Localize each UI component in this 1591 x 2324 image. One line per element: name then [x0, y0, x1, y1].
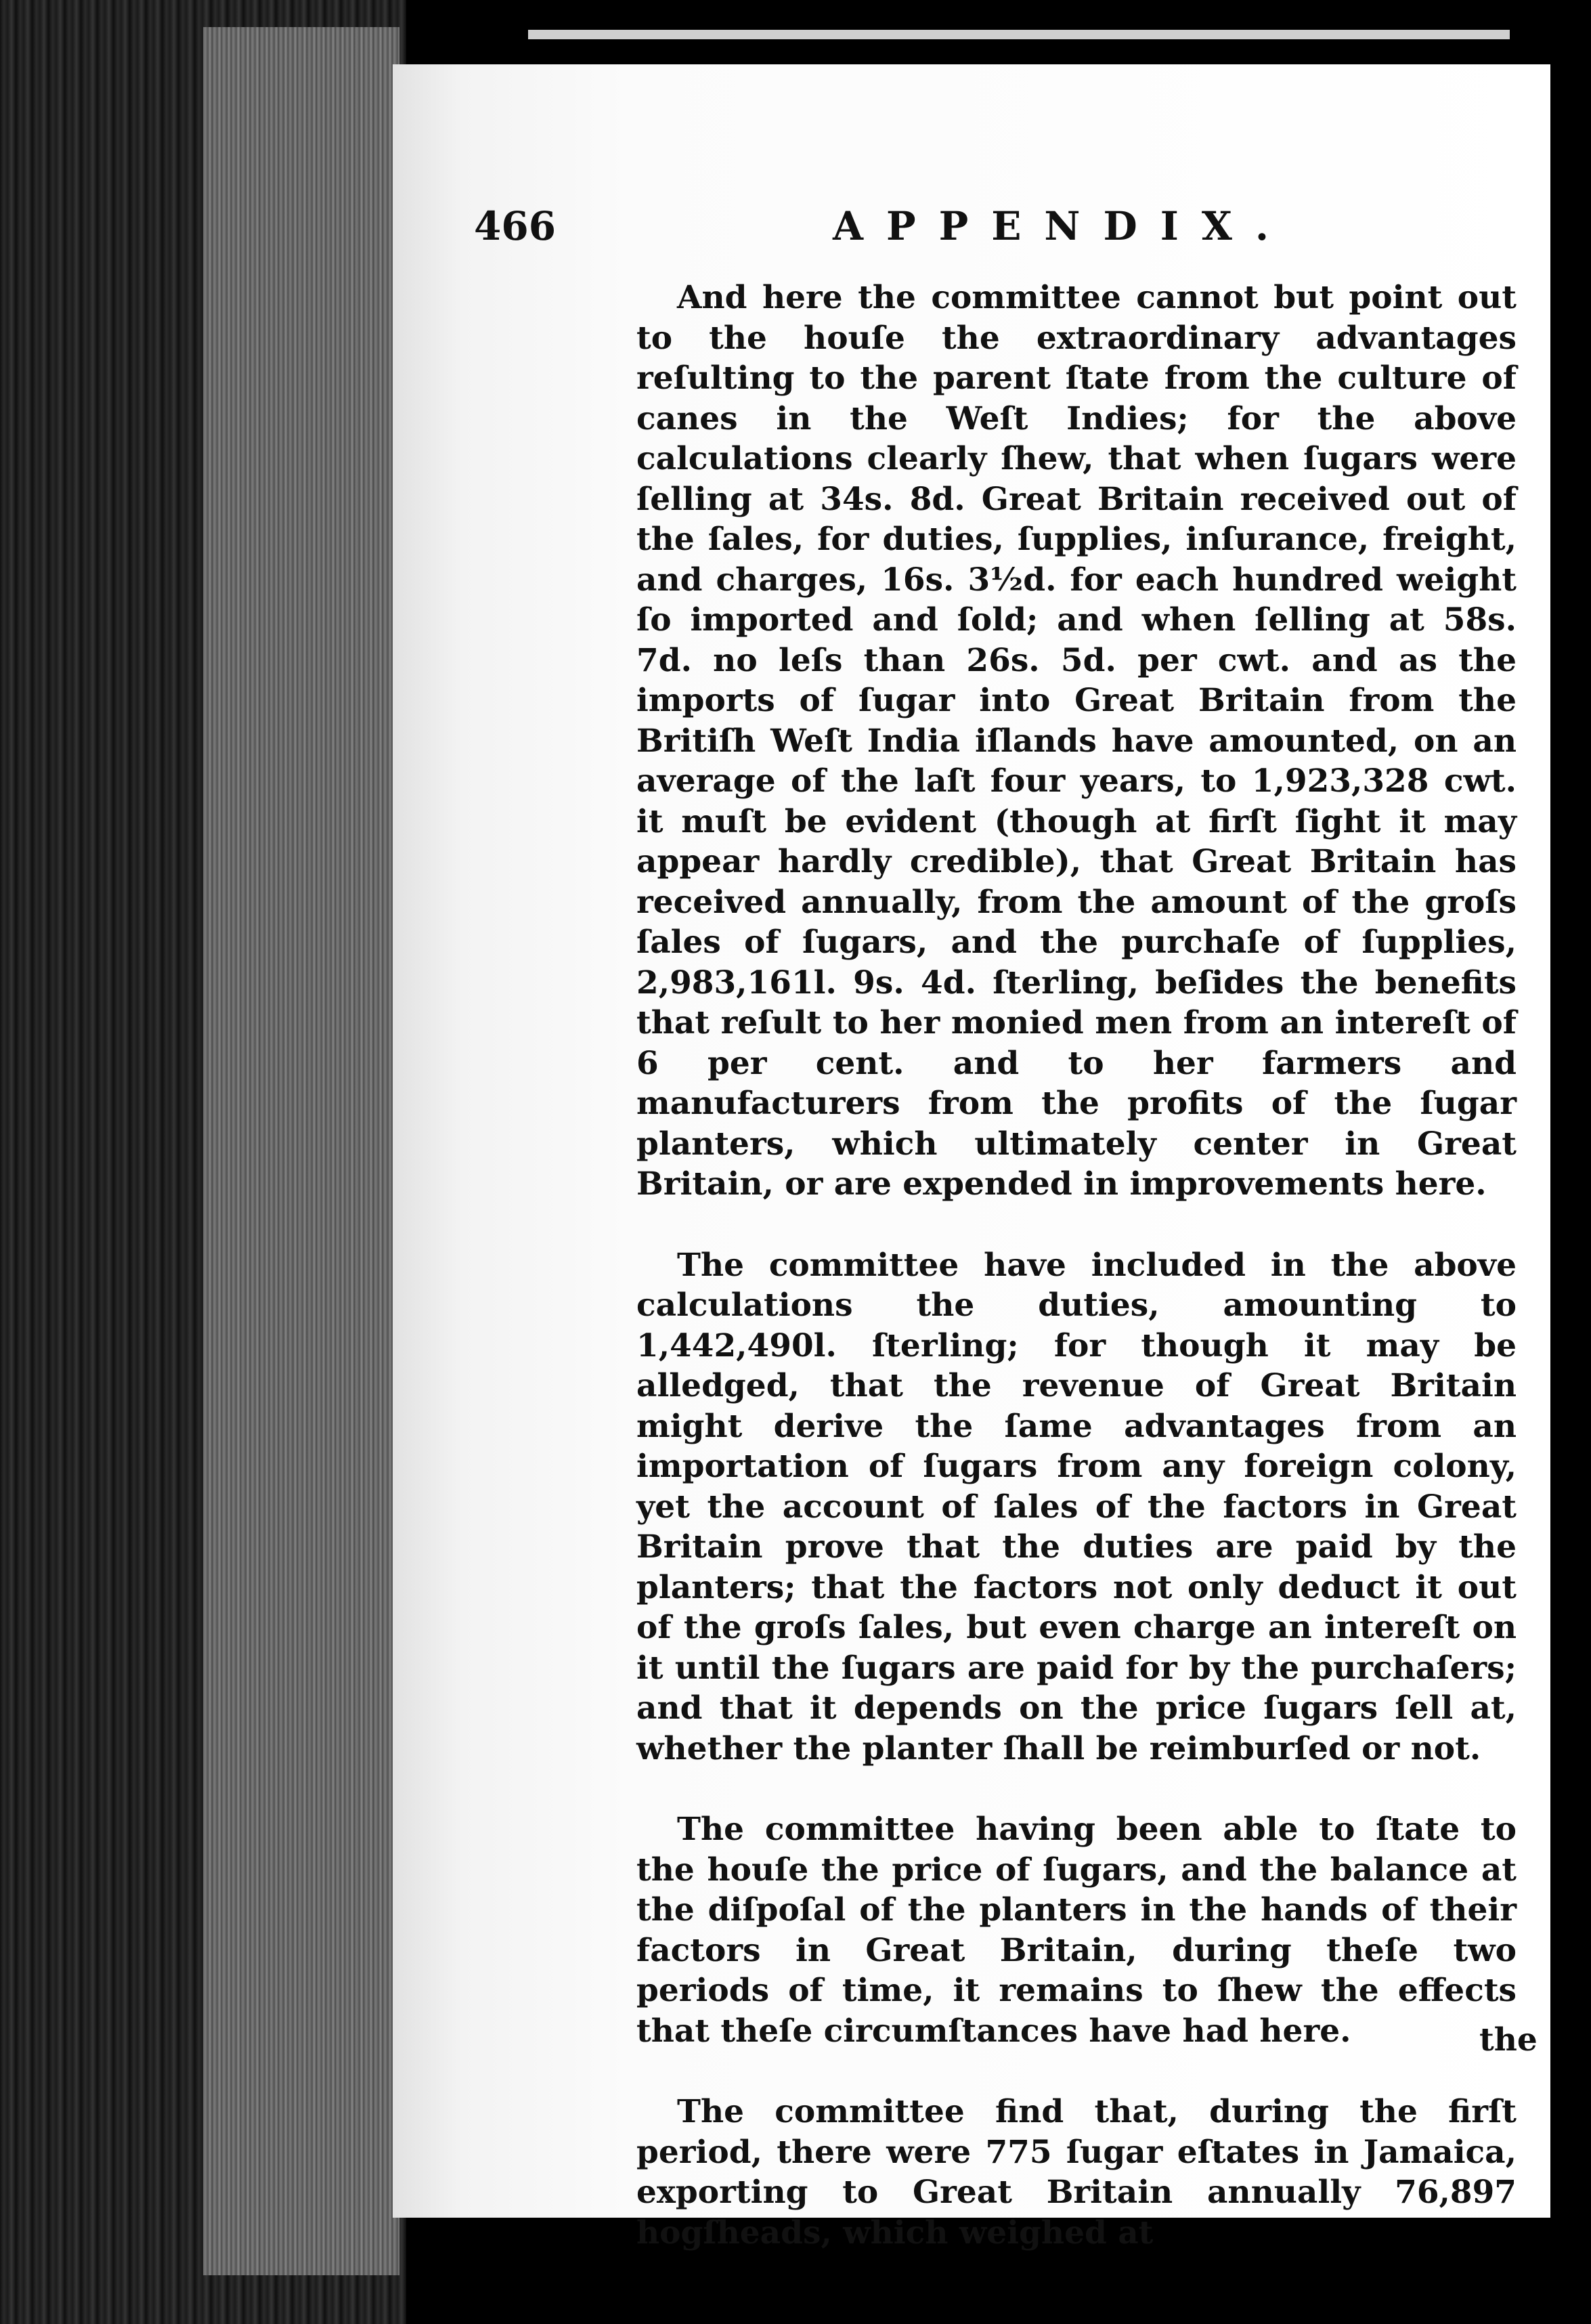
- paragraph-1: And here the committee cannot but point out to the houſe the extraordinary advantages reſulting to the parent ſtate from the culture of canes in the Weſt Indies; for the above calculations clearly ſhew, that when ſugars were ſelling at 34s. 8d. Great Britain received out of the ſales, for duties, ſupplies, inſurance, freight, and charges, 16s. 3½d. for each hundred weight ſo imported and ſold; and when ſelling at 58s. 7d. no leſs than 26s. 5d. per cwt. and as the imports of ſugar into Great Britain from the Britiſh Weſt India iſlands have amounted, on an average of the laſt four years, to 1,923,328 cwt. it muſt be evident (though at firſt ſight it may appear hardly credible), that Great Britain has received annually, from the amount of the groſs ſales of ſugars, and the purchaſe of ſupplies, 2,983,161l. 9s. 4d. ſterling, beſides the benefits that reſult to her monied men from an intereſt of 6 per cent. and to her farmers and manufacturers from the profits of the ſugar planters, which ultimately center in Great Britain, or are expended in improvements here.: [636, 279, 1517, 1203]
- page-edges: [203, 27, 399, 2275]
- paragraph-3: The committee having been able to ſtate to the houſe the price of ſugars, and the balance at the diſpoſal of the planters in the hands of their factors in Great Britain, during theſe two periods of time, it remains to ſhew the effects that theſe circumſtances have had here.: [636, 1811, 1517, 2050]
- running-title: APPENDIX.: [833, 203, 1292, 249]
- top-edge-rule: [528, 30, 1510, 39]
- paragraph-4: The committee find that, during the firſt period, there were 775 ſugar eſtates in Jamaica, exporting to Great Britain annually 76,897 hogſheads, which weighed at: [636, 2093, 1517, 2252]
- page-number: 466: [474, 203, 557, 249]
- page-header: [474, 203, 1523, 257]
- paragraph-2: The committee have included in the above calculations the duties, amounting to 1,442,490l. ſterling; for though it may be alledged, that the revenue of Great Britain might derive the ſame advantages from an importation of ſugars from any foreign colony, yet the account of ſales of the factors in Great Britain prove that the duties are paid by the planters; that the factors not only deduct it out of the groſs ſales, but even charge an intereſt on it until the ſugars are paid for by the purchaſers; and that it depends on the price ſugars ſell at, whether the planter ſhall be reimburſed or not.: [636, 1246, 1517, 1767]
- catchword: the: [1479, 2021, 1538, 2059]
- body-text: [636, 278, 1517, 2253]
